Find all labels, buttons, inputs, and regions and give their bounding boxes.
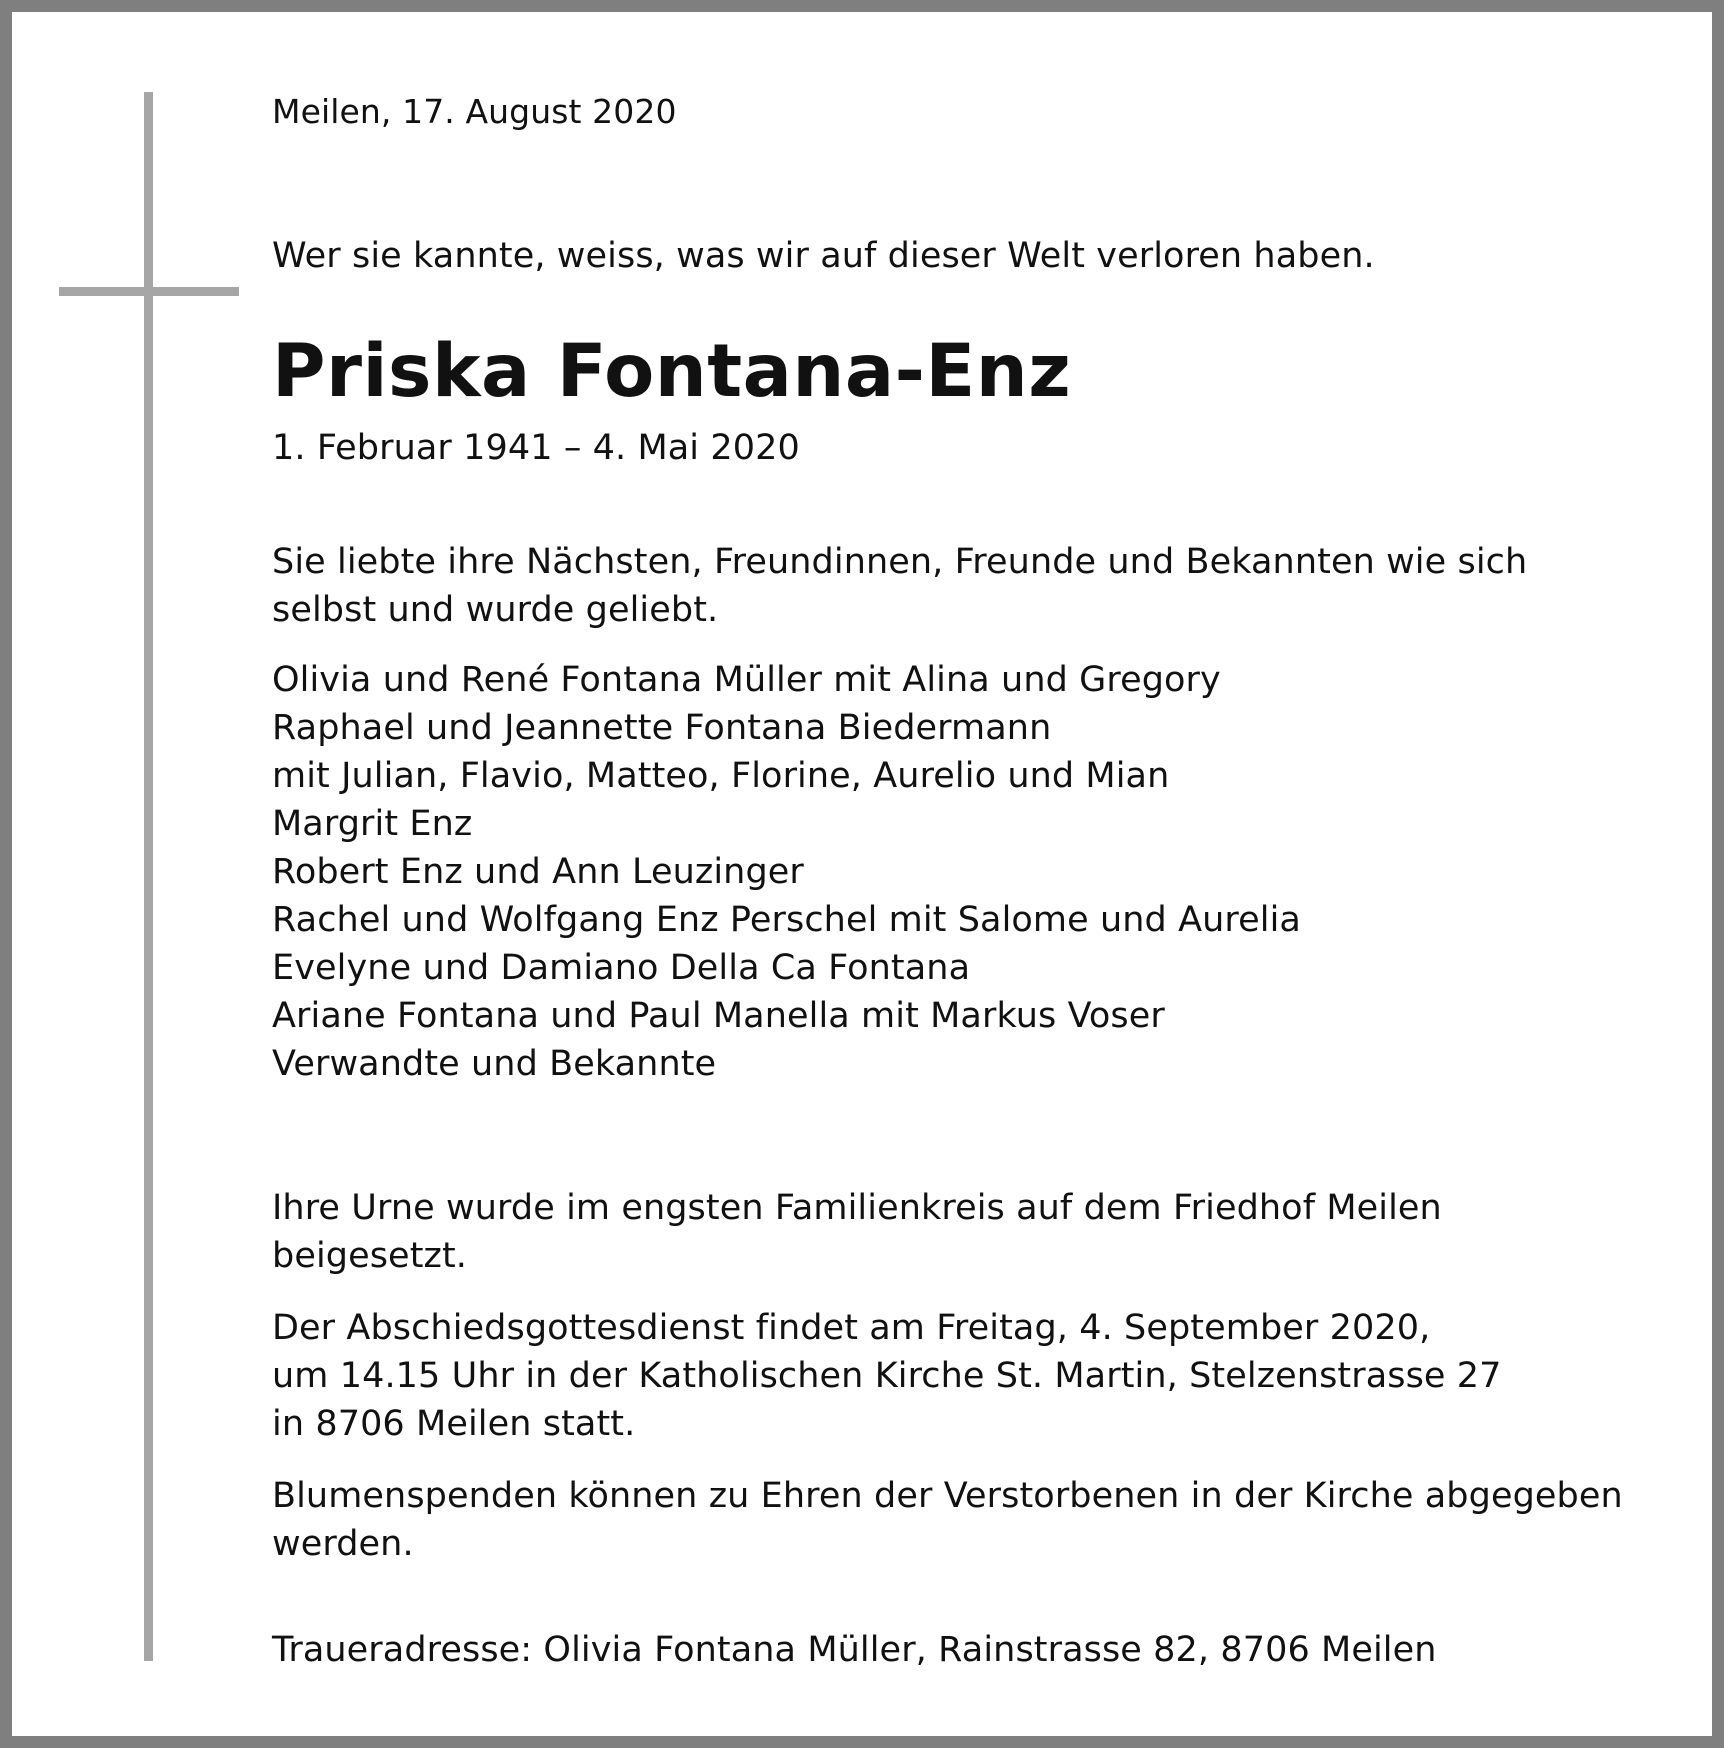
tribute-paragraph [272,538,1527,634]
motto-quote: Wer sie kannte, weiss, was wir auf dieser Welt verloren haben. [272,236,1375,276]
mourning-address: Traueradresse: Olivia Fontana Müller, Rainstrasse 82, 8706 Meilen [272,1630,1437,1670]
mourner-line: Rachel und Wolfgang Enz Perschel mit Salome und Aurelia [272,900,1301,940]
lifespan-dates: 1. Februar 1941 – 4. Mai 2020 [272,428,800,468]
obituary-notice [12,12,1712,1736]
mourner-line: Robert Enz und Ann Leuzinger [272,852,804,892]
cross-vertical-bar [144,92,153,1661]
place-date: Meilen, 17. August 2020 [272,92,677,131]
flowers-line: werden. [272,1524,414,1564]
urn-line: beigesetzt. [272,1236,468,1276]
mourner-line: Olivia und René Fontana Müller mit Alina und Gregory [272,660,1221,700]
mourner-line: Ariane Fontana und Paul Manella mit Markus Voser [272,996,1165,1036]
flowers-line: Blumenspenden können zu Ehren der Verstorbenen in der Kirche abgegeben [272,1476,1623,1516]
urn-line: Ihre Urne wurde im engsten Familienkreis auf dem Friedhof Meilen [272,1188,1442,1228]
tribute-line: Sie liebte ihre Nächsten, Freundinnen, Freunde und Bekannten wie sich [272,542,1528,582]
mourner-line: mit Julian, Flavio, Matteo, Florine, Aurelio und Mian [272,756,1170,796]
tribute-line: selbst und wurde geliebt. [272,590,719,630]
mourner-line: Margrit Enz [272,804,473,844]
urn-notice [272,1184,1442,1280]
mourners-list [272,656,1301,1088]
service-line: um 14.15 Uhr in der Katholischen Kirche St. Martin, Stelzenstrasse 27 [272,1356,1502,1396]
service-line: Der Abschiedsgottesdienst findet am Freitag, 4. September 2020, [272,1308,1431,1348]
deceased-name: Priska Fontana-Enz [272,329,1072,414]
mourner-line: Raphael und Jeannette Fontana Biedermann [272,708,1052,748]
flowers-notice [272,1472,1623,1568]
service-notice [272,1304,1502,1448]
mourner-line: Verwandte und Bekannte [272,1044,717,1084]
service-line: in 8706 Meilen statt. [272,1404,636,1444]
mourner-line: Evelyne und Damiano Della Ca Fontana [272,948,971,988]
cross-horizontal-bar [59,287,239,296]
